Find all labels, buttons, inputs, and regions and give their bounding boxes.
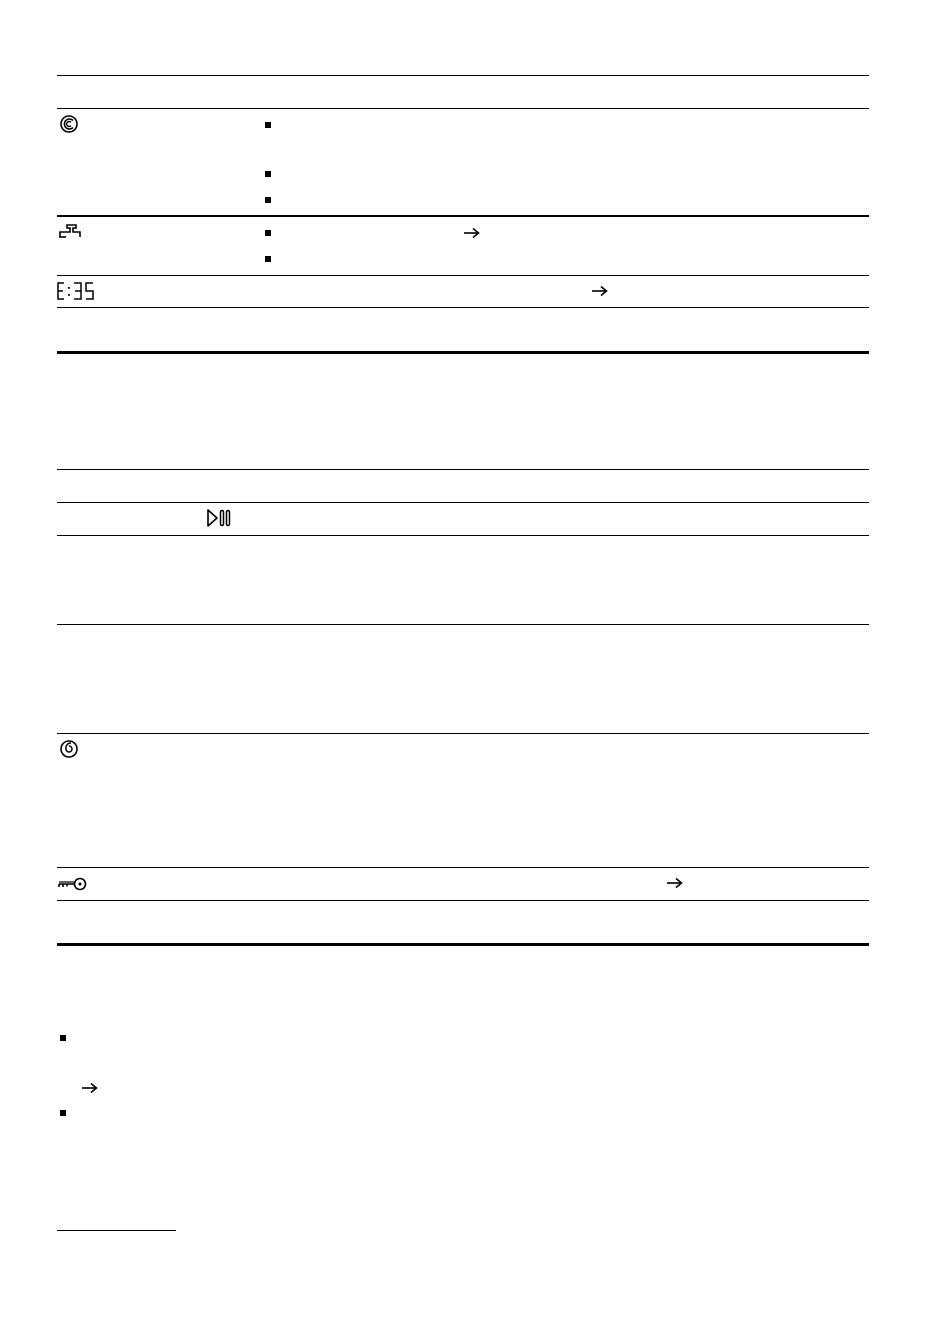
section-divider	[57, 943, 869, 946]
list-bullet	[265, 171, 271, 177]
table1-header-rule	[57, 108, 869, 109]
section-divider	[57, 351, 869, 354]
care-symbol-icon	[59, 114, 79, 139]
list-bullet	[265, 197, 271, 203]
water-tap-icon	[58, 222, 82, 245]
table2-row-rule	[57, 733, 869, 734]
table2-bottom-rule	[57, 900, 869, 901]
child-lock-key-icon	[57, 876, 87, 897]
arrow-right-icon	[464, 227, 480, 239]
segment-display	[56, 281, 100, 306]
list-bullet	[60, 1035, 66, 1041]
table2-header-rule	[57, 502, 869, 503]
list-bullet	[265, 122, 271, 128]
list-bullet	[265, 256, 271, 262]
arrow-right-icon	[82, 1082, 98, 1094]
spin-icon	[59, 739, 79, 764]
list-bullet	[265, 230, 271, 236]
table1-row-rule	[57, 275, 869, 276]
footnote-separator	[57, 1230, 176, 1231]
start-pause-icon	[205, 508, 233, 533]
table1-row-rule	[57, 215, 869, 217]
table2-row-rule	[57, 535, 869, 536]
table2-top-rule	[57, 469, 869, 470]
arrow-right-icon	[667, 877, 683, 889]
table2-row-rule	[57, 867, 869, 868]
table1-row-rule	[57, 307, 869, 308]
table2-row-rule	[57, 624, 869, 625]
arrow-right-icon	[592, 285, 608, 297]
table1-top-rule	[57, 75, 869, 76]
list-bullet	[60, 1110, 66, 1116]
